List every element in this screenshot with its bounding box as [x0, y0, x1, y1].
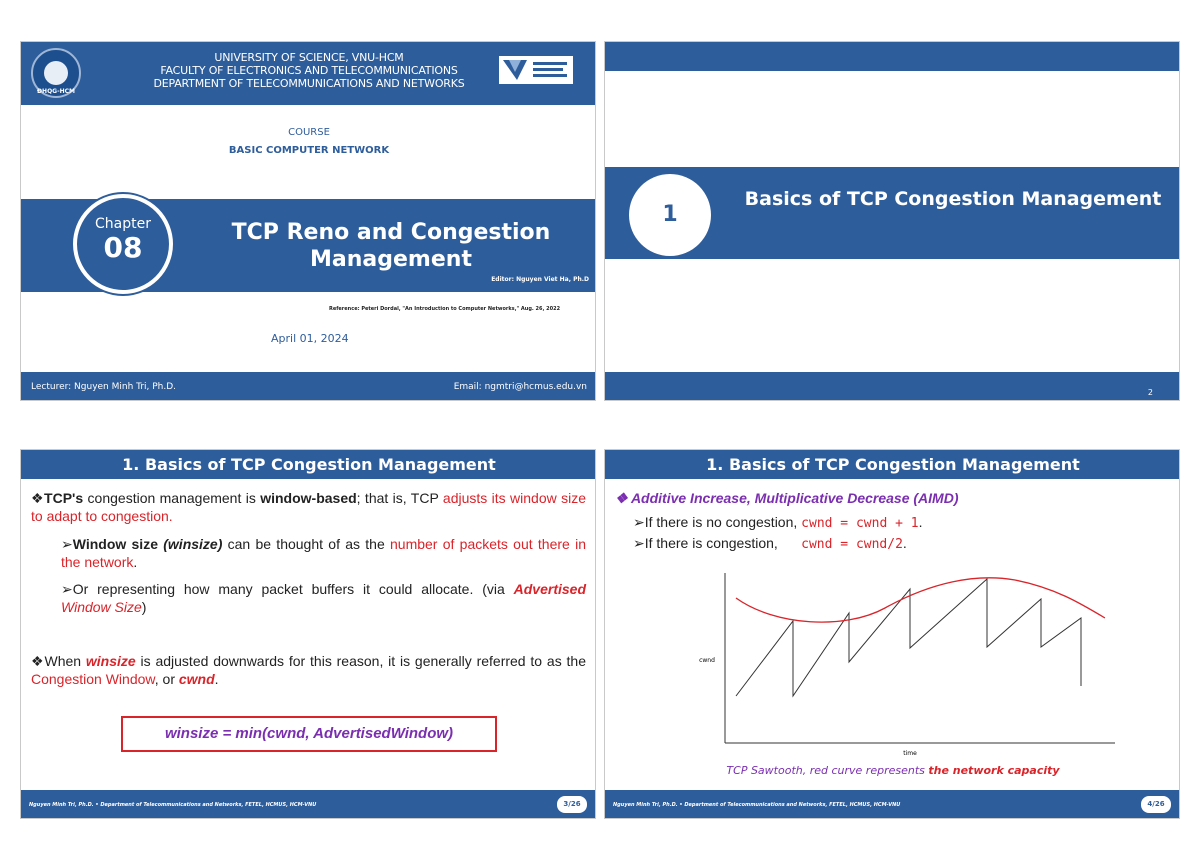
lecturer-email: Email: ngmtri@hcmus.edu.vn	[453, 382, 587, 392]
page-total: 26	[1154, 800, 1165, 808]
course-name: BASIC COMPUTER NETWORK	[228, 145, 390, 156]
diamond-bullet-icon: ❖	[31, 653, 45, 669]
x-axis-label: time	[903, 750, 917, 757]
lecturer-name: Lecturer: Nguyen Minh Tri, Ph.D.	[31, 382, 177, 392]
diamond-bullet-icon: ❖	[615, 490, 628, 506]
chapter-label: Chapter	[95, 216, 151, 232]
section-footer	[605, 372, 1180, 401]
page-total: 26	[570, 800, 581, 808]
tcp-sawtooth-diagram	[685, 568, 1125, 763]
seal-text: ĐHQG-HCM	[37, 88, 75, 95]
section-slide	[604, 41, 1180, 401]
section-number: 1	[629, 174, 711, 256]
section-title: Basics of TCP Congestion Management	[744, 188, 1162, 210]
footer-credit: Nguyen Minh Tri, Ph.D. • Department of Telecommunications and Networks, FETEL, HCMUS, HCM-VNU	[613, 802, 901, 808]
lecture-title: TCP Reno and Congestion Management	[231, 220, 551, 272]
chapter-number: 08	[103, 231, 143, 264]
sub-bullet-winsize: ➢Window size (winsize) can be thought of as the number of packets out there in the network.	[61, 536, 586, 570]
slide-title: 1. Basics of TCP Congestion Management	[21, 450, 596, 479]
y-axis-label: cwnd	[699, 657, 715, 664]
page-number: 3	[563, 800, 569, 808]
faculty-name: FACULTY OF ELECTRONICS AND TELECOMMUNICATIONS	[160, 64, 458, 77]
arrow-bullet-icon: ➢	[61, 581, 73, 597]
rule-no-congestion: ➢If there is no congestion, cwnd = cwnd + 1.	[633, 514, 923, 531]
department-name: DEPARTMENT OF TELECOMMUNICATIONS AND NETWORKS	[153, 77, 465, 90]
aimd-heading: ❖ Additive Increase, Multiplicative Decrease (AIMD)	[615, 490, 959, 506]
bullet-cwnd: ❖When winsize is adjusted downwards for this reason, it is generally referred to as the Congestion Window, or cwnd.	[31, 653, 586, 687]
top-bar	[605, 42, 1180, 71]
course-label: COURSE	[288, 127, 330, 138]
university-header	[21, 42, 596, 105]
diagram-caption: TCP Sawtooth, red curve represents the network capacity	[726, 764, 1060, 777]
diamond-bullet-icon: ❖	[31, 490, 45, 506]
lecture-date: April 01, 2024	[271, 332, 349, 345]
network-capacity-curve	[736, 578, 1105, 622]
arrow-bullet-icon: ➢	[61, 536, 73, 552]
sub-bullet-buffers: ➢Or representing how many packet buffers it could allocate. (via Advertised Window Size)	[61, 581, 586, 615]
page-number: 4	[1147, 800, 1153, 808]
winsize-formula: winsize = min(cwnd, AdvertisedWindow)	[121, 716, 497, 752]
title-footer	[21, 372, 596, 401]
department-logo-icon	[499, 56, 573, 84]
content-slide-window	[20, 449, 596, 819]
arrow-bullet-icon: ➢	[633, 535, 645, 551]
university-name: UNIVERSITY OF SCIENCE, VNU-HCM	[214, 51, 404, 64]
rule-congestion: ➢If there is congestion, cwnd = cwnd/2.	[633, 535, 907, 552]
page-badge: 3/26	[557, 796, 587, 813]
footer-credit: Nguyen Minh Tri, Ph.D. • Department of Telecommunications and Networks, FETEL, HCMUS, HCM-VNU	[29, 802, 317, 808]
page-badge: 4/26	[1141, 796, 1171, 813]
slide-footer	[605, 790, 1180, 819]
arrow-bullet-icon: ➢	[633, 514, 645, 530]
page-number: 2	[1147, 388, 1153, 397]
slide-title: 1. Basics of TCP Congestion Management	[605, 450, 1180, 479]
editor-credit: Editor: Nguyen Viet Ha, Ph.D	[491, 276, 589, 283]
slide-footer	[21, 790, 596, 819]
content-slide-aimd	[604, 449, 1180, 819]
reference-text: Reference: Peteri Dordal, "An Introduction to Computer Networks," Aug. 26, 2022	[329, 306, 561, 312]
title-slide	[20, 41, 596, 401]
bullet-window-based: ❖TCP's congestion management is window-based; that is, TCP adjusts its window size to adapt to congestion.	[31, 490, 586, 524]
chapter-badge	[73, 194, 173, 294]
